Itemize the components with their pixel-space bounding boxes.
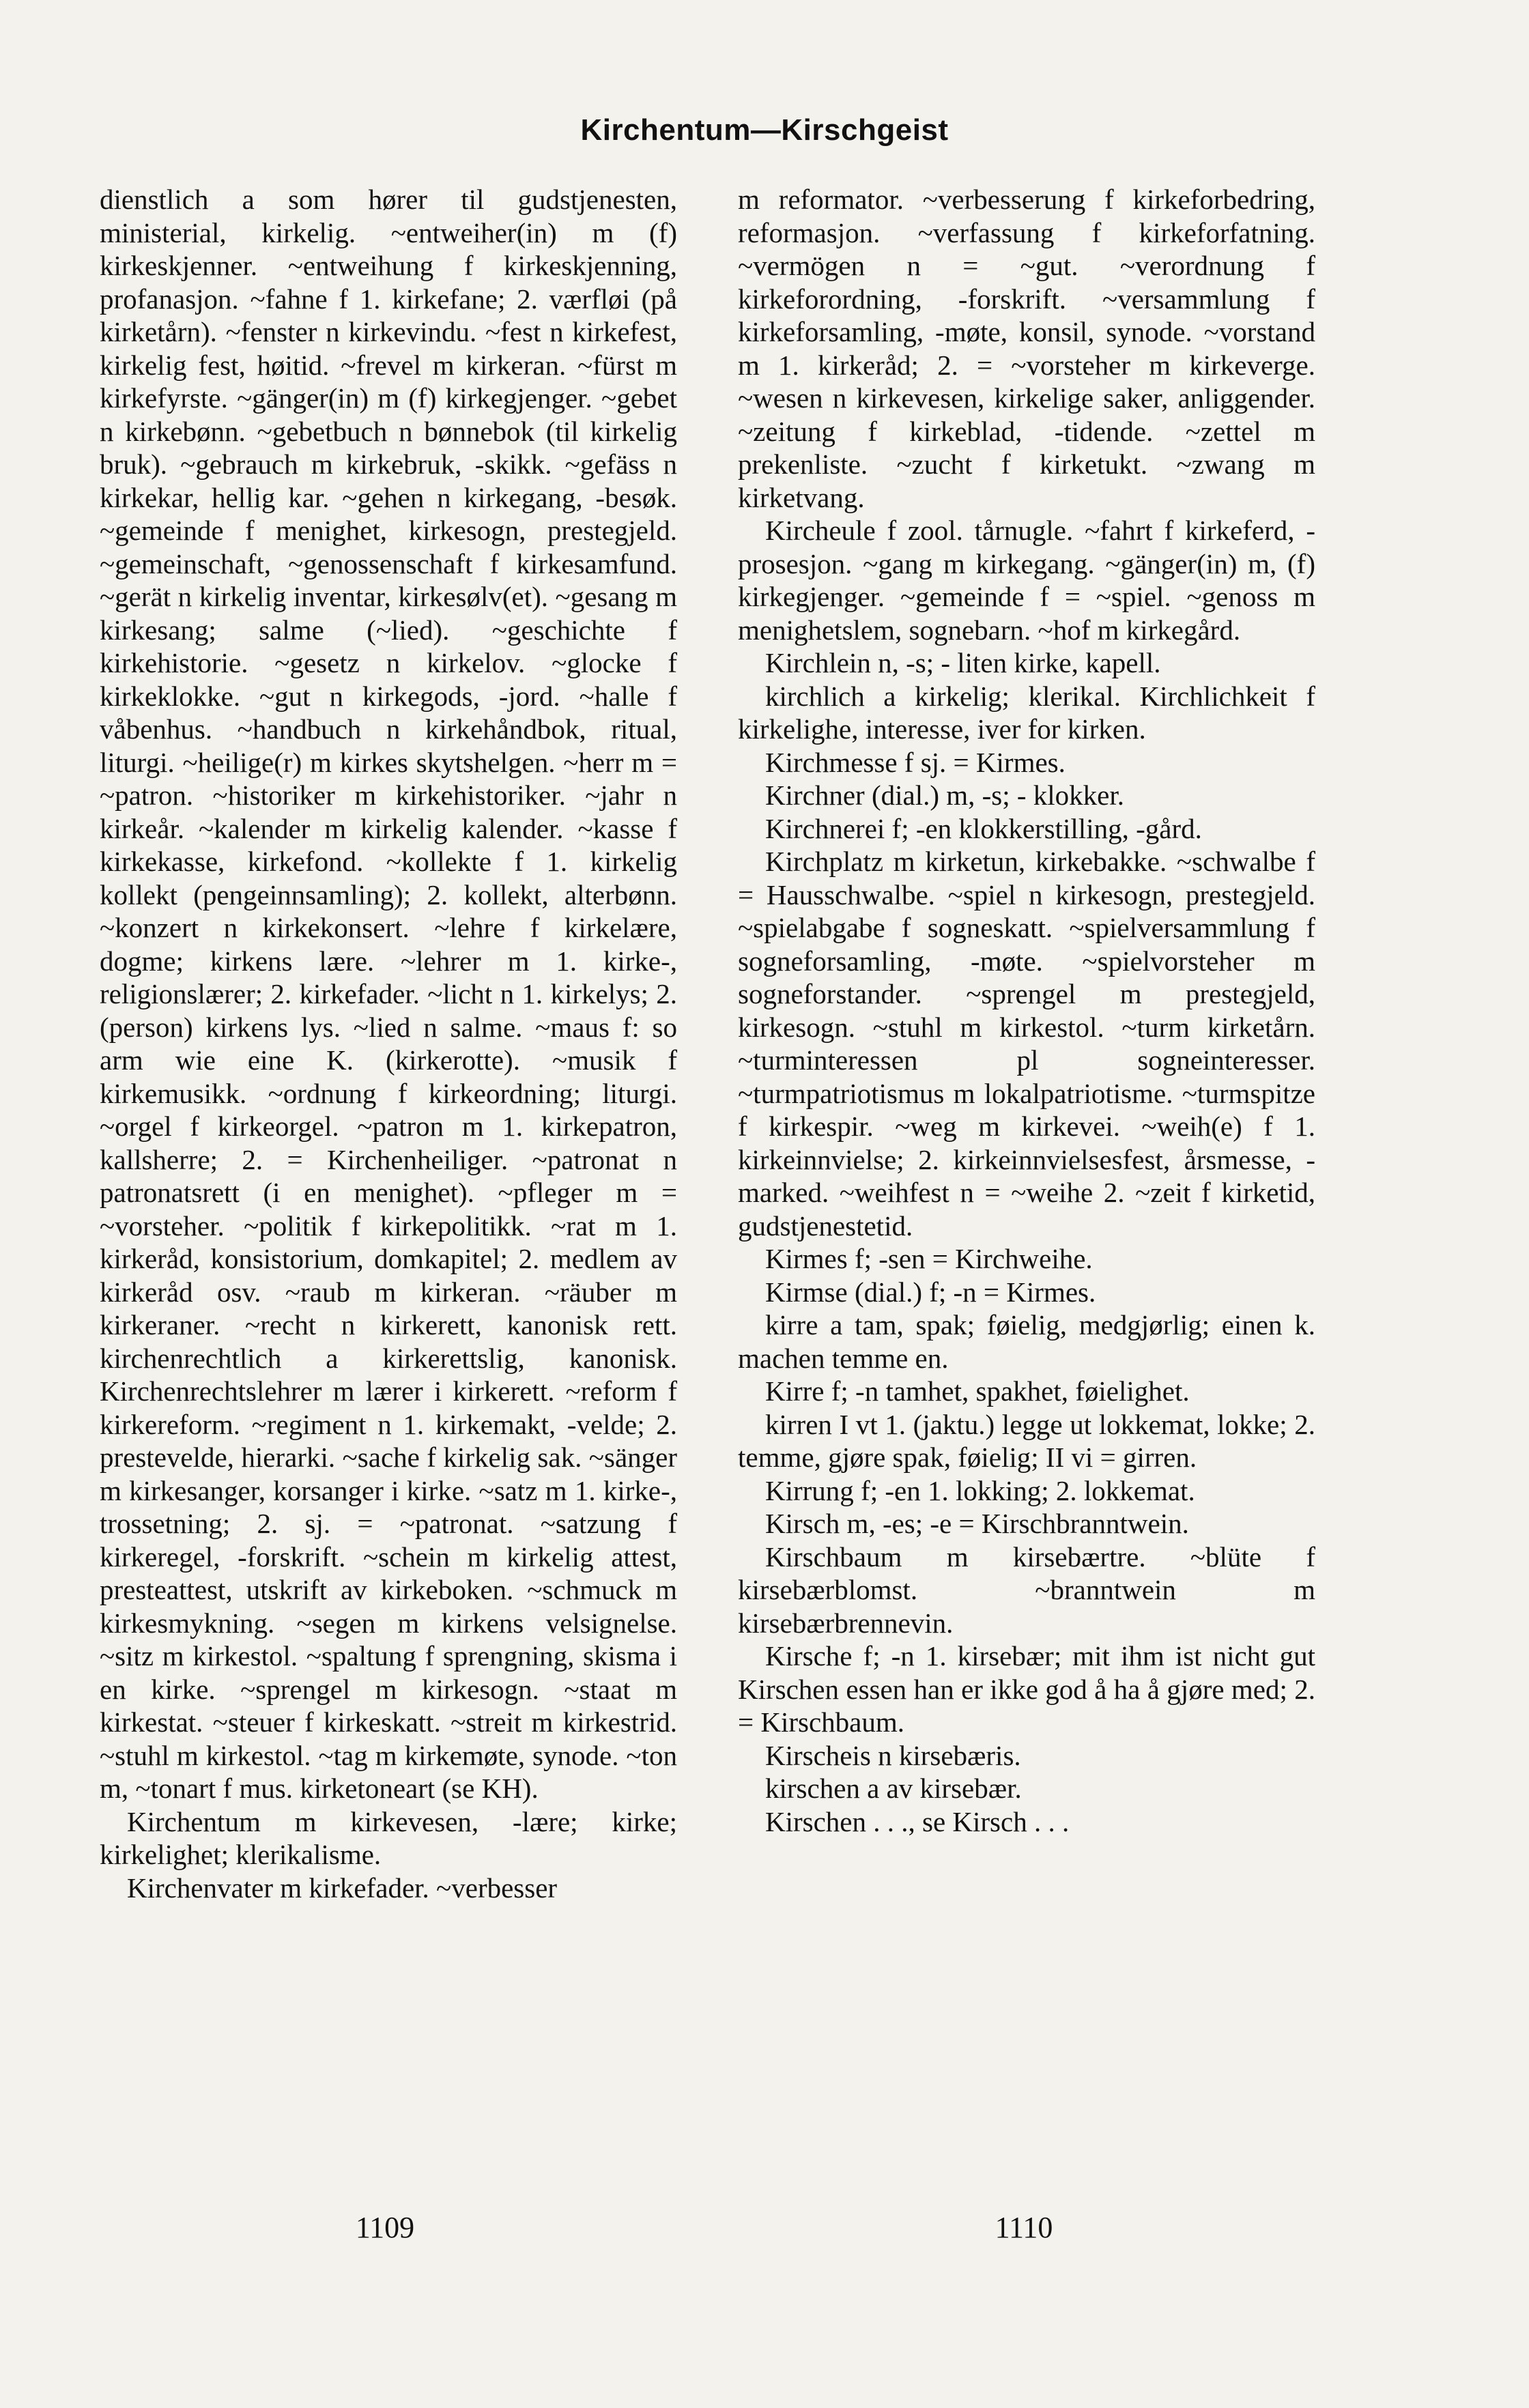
dictionary-entry: m reformator. ~verbesserung f kirkeforbedring, reformasjon. ~verfassung f kirkeforfatning. ~vermögen n = ~gut. ~verordnung f kirkeforordning, -forskrift. ~versammlung f kirkeforsamling, -møte, konsil, synode. ~vorstand m 1. kirkeråd; 2. = ~vorsteher m kirkeverge. ~wesen n kirkevesen, kirkelige saker, anliggender. ~zeitung f kirkeblad, -tidende. ~zettel m prekenliste. ~zucht f kirketukt. ~zwang m kirketvang. <box>738 184 1315 513</box>
dictionary-entry: Kirsche f; -n 1. kirsebær; mit ihm ist nicht gut Kirschen essen han er ikke god å ha å gjøre med; 2. = Kirschbaum. <box>738 1640 1315 1738</box>
dictionary-entry: Kirre f; -n tamhet, spakhet, føielighet. <box>765 1375 1190 1407</box>
dictionary-entry: Kirscheis n kirsebæris. <box>765 1739 1021 1771</box>
dictionary-entry: Kirchner (dial.) m, -s; - klokker. <box>765 779 1125 811</box>
dictionary-entry: Kirmes f; -sen = Kirchweihe. <box>765 1243 1093 1274</box>
dictionary-entry: Kirschbaum m kirsebærtre. ~blüte f kirsebærblomst. ~branntwein m kirsebærbrennevin. <box>738 1540 1315 1639</box>
dictionary-entry: Kirchplatz m kirketun, kirkebakke. ~schwalbe f = Hausschwalbe. ~spiel n kirkesogn, prestegjeld. ~spielabgabe f sogneskatt. ~spielversammlung f sogneforsamling, -møte. ~spielvorsteher m sogneforstander. ~sprengel m prestegjeld, kirkesogn. ~stuhl m kirkestol. ~turm kirketårn. ~turminteressen pl sogneinteresser. ~turmpatriotismus m lokalpatriotisme. ~turmspitze f kirkespir. ~weg m kirkevei. ~weih(e) f 1. kirkeinnvielse; 2. kirkeinnvielsesfest, årsmesse, -marked. ~weihfest n = ~weihe 2. ~zeit f kirketid, gudstjenestetid. <box>738 846 1315 1242</box>
page-number-left: 1109 <box>355 2211 415 2244</box>
dictionary-entry: Kirchmesse f sj. = Kirmes. <box>765 746 1066 778</box>
running-header: Kirchentum—Kirschgeist <box>580 113 949 147</box>
dictionary-entry: Kirchentum m kirkevesen, -lære; kirke; kirkelighet; klerikalisme. <box>100 1805 677 1870</box>
dictionary-entry: Kirchenvater m kirkefader. ~verbesser <box>127 1872 558 1904</box>
right-column <box>738 183 1315 1838</box>
page-number-right: 1110 <box>995 2211 1053 2244</box>
dictionary-entry: Kirchlein n, -s; - liten kirke, kapell. <box>765 647 1161 678</box>
dictionary-entry: dienstlich a som hører til gudstjenesten, ministerial, kirkelig. ~entweiher(in) m (f) kirkeskjenner. ~entweihung f kirkeskjenning, profanasjon. ~fahne f 1. kirkefane; 2. værfløi (på kirketårn). ~fenster n kirkevindu. ~fest n kirkefest, kirkelig fest, høitid. ~frevel m kirkeran. ~fürst m kirkefyrste. ~gänger(in) m (f) kirkegjenger. ~gebet n kirkebønn. ~gebetbuch n bønnebok (til kirkelig bruk). ~gebrauch m kirkebruk, -skikk. ~gefäss n kirkekar, hellig kar. ~gehen n kirkegang, -besøk. ~gemeinde f menighet, kirkesogn, prestegjeld. ~gemeinschaft, ~genossenschaft f kirkesamfund. ~gerät n kirkelig inventar, kirkesølv(et). ~gesang m kirkesang; salme (~lied). ~geschichte f kirkehistorie. ~gesetz n kirkelov. ~glocke f kirkeklokke. ~gut n kirkegods, -jord. ~halle f våbenhus. ~handbuch n kirkehåndbok, ritual, liturgi. ~heilige(r) m kirkes skytshelgen. ~herr m = ~patron. ~historiker m kirkehistoriker. ~jahr n kirkeår. ~kalender m kirkelig kalender. ~kasse f kirkekasse, kirkefond. ~kollekte f 1. kirkelig kollekt (pengeinnsamling); 2. kollekt, alterbønn. ~konzert n kirkekonsert. ~lehre f kirkelære, dogme; kirkens lære. ~lehrer m 1. kirke-, religionslærer; 2. kirkefader. ~licht n 1. kirkelys; 2. (person) kirkens lys. ~lied n salme. ~maus f: so arm wie eine K. (kirkerotte). ~musik f kirkemusikk. ~ordnung f kirkeordning; liturgi. ~orgel f kirkeorgel. ~patron m 1. kirkepatron, kallsherre; 2. = Kirchenheiliger. ~patronat n patronatsrett (i en menighet). ~pfleger m = ~vorsteher. ~politik f kirkepolitikk. ~rat m 1. kirkeråd, konsistorium, domkapitel; 2. medlem av kirkeråd osv. ~raub m kirkeran. ~räuber m kirkeraner. ~recht n kirkerett, kanonisk rett. kirchenrechtlich a kirkerettslig, kanonisk. Kirchenrechtslehrer m lærer i kirkerett. ~reform f kirkereform. ~regiment n 1. kirkemakt, -velde; 2. prestevelde, hierarki. ~sache f kirkelig sak. ~sänger m kirkesanger, korsanger i kirke. ~satz m 1. kirke-, trossetning; 2. sj. = ~patronat. ~satzung f kirkeregel, -forskrift. ~schein m kirkelig attest, presteattest, utskrift av kirkeboken. ~schmuck m kirkesmykning. ~segen m kirkens velsignelse. ~sitz m kirkestol. ~spaltung f sprengning, skisma i en kirke. ~sprengel m kirkesogn. ~staat m kirkestat. ~steuer f kirkeskatt. ~streit m kirkestrid. ~stuhl m kirkestol. ~tag m kirkemøte, synode. ~ton m, ~tonart f mus. kirketoneart (se KH). <box>100 184 677 1804</box>
dictionary-entry: kirchlich a kirkelig; klerikal. Kirchlichkeit f kirkelighe, interesse, iver for kirken. <box>738 680 1315 745</box>
dictionary-entry: Kirchnerei f; -en klokkerstilling, -gård. <box>765 812 1202 844</box>
dictionary-entry: kirschen a av kirsebær. <box>765 1773 1022 1804</box>
dictionary-entry: Kirsch m, -es; -e = Kirschbranntwein. <box>765 1508 1189 1539</box>
dictionary-entry: kirren I vt 1. (jaktu.) legge ut lokkemat, lokke; 2. temme, gjøre spak, føielig; II vi = girren. <box>738 1408 1315 1473</box>
dictionary-entry: Kirmse (dial.) f; -n = Kirmes. <box>765 1276 1096 1308</box>
left-column <box>100 183 677 1904</box>
dictionary-entry: Kirschen . . ., se Kirsch . . . <box>765 1805 1070 1837</box>
dictionary-entry: kirre a tam, spak; føielig, medgjørlig; einen k. machen temme en. <box>738 1309 1315 1374</box>
dictionary-entry: Kirrung f; -en 1. lokking; 2. lokkemat. <box>765 1474 1195 1506</box>
dictionary-entry: Kircheule f zool. tårnugle. ~fahrt f kirkeferd, -prosesjon. ~gang m kirkegang. ~gänger(in) m, (f) kirkegjenger. ~gemeinde f = ~spiel. ~genoss m menighetslem, sognebarn. ~hof m kirkegård. <box>738 515 1315 646</box>
